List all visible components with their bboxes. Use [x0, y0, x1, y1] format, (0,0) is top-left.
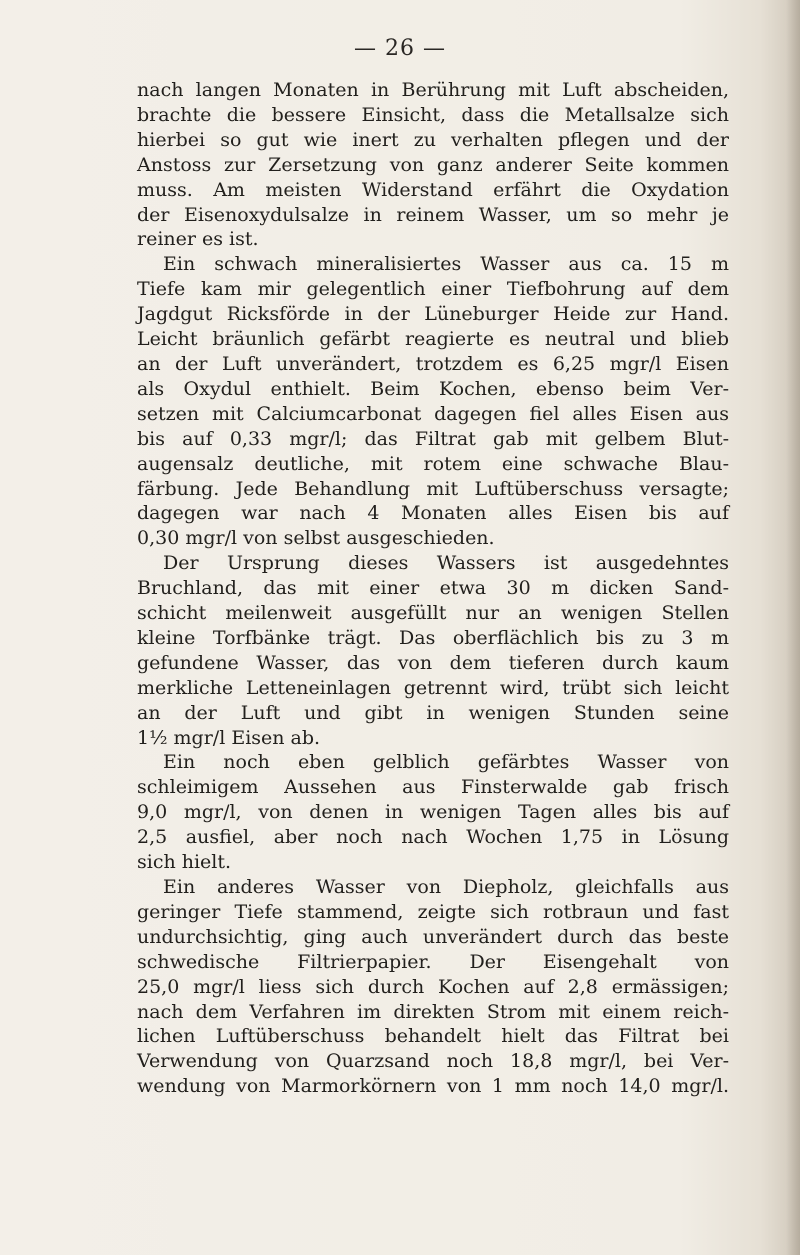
text-line: bis auf 0,33 mgr/l; das Filtrat gab mit gelbem Blut-: [137, 427, 729, 450]
text-line: Bruchland, das mit einer etwa 30 m dicken Sand-: [137, 577, 729, 600]
text-line: der Eisenoxydulsalze in reinem Wasser, um so mehr je: [137, 203, 729, 226]
text-line: muss. Am meisten Widerstand erfährt die Oxydation: [137, 178, 729, 201]
text-line: brachte die bessere Einsicht, dass die Metallsalze sich: [137, 103, 729, 126]
text-line: wendung von Marmorkörnern von 1 mm noch 14,0 mgr/l.: [137, 1075, 729, 1098]
body-text: [137, 78, 729, 1099]
text-line: Ein noch eben gelblich gefärbtes Wasser von: [163, 751, 729, 774]
text-line: geringer Tiefe stammend, zeigte sich rotbraun und fast: [137, 900, 729, 923]
text-line: färbung. Jede Behandlung mit Luftüberschuss versagte;: [137, 477, 729, 500]
text-line: setzen mit Calciumcarbonat dagegen fiel alles Eisen aus: [137, 402, 729, 425]
text-line: merkliche Letteneinlagen getrennt wird, trübt sich leicht: [137, 676, 729, 699]
page-edge-shadow: [786, 0, 800, 1255]
text-line: nach langen Monaten in Berührung mit Luft abscheiden,: [137, 79, 729, 101]
text-line: augensalz deutliche, mit rotem eine schwache Blau-: [137, 452, 729, 475]
text-line: 2,5 ausfiel, aber noch nach Wochen 1,75 in Lösung: [137, 826, 729, 849]
text-line: Tiefe kam mir gelegentlich einer Tiefbohrung auf dem: [137, 278, 729, 301]
text-line: nach dem Verfahren im direkten Strom mit einem reich-: [137, 1000, 729, 1023]
text-line: gefundene Wasser, das von dem tieferen durch kaum: [137, 651, 729, 674]
text-line: als Oxydul enthielt. Beim Kochen, ebenso beim Ver-: [137, 377, 729, 400]
text-line: Ein schwach mineralisiertes Wasser aus ca. 15 m: [163, 253, 729, 276]
text-line: kleine Torfbänke trägt. Das oberflächlich bis zu 3 m: [137, 626, 729, 649]
text-line: 25,0 mgr/l liess sich durch Kochen auf 2,8 ermässigen;: [137, 975, 729, 998]
text-line: 1½ mgr/l Eisen ab.: [137, 726, 321, 749]
text-line: reiner es ist.: [137, 228, 259, 251]
text-line: undurchsichtig, ging auch unverändert durch das beste: [137, 925, 729, 948]
text-line: Anstoss zur Zersetzung von ganz anderer Seite kommen: [137, 153, 729, 176]
page-number: — 26 —: [354, 36, 446, 61]
text-line: Der Ursprung dieses Wassers ist ausgedehntes: [163, 552, 729, 575]
text-line: an der Luft und gibt in wenigen Stunden seine: [137, 701, 729, 724]
text-line: lichen Luftüberschuss behandelt hielt das Filtrat bei: [137, 1025, 729, 1048]
text-line: sich hielt.: [137, 851, 232, 874]
text-line: 9,0 mgr/l, von denen in wenigen Tagen alles bis auf: [137, 801, 729, 824]
text-line: schicht meilenweit ausgefüllt nur an wenigen Stellen: [137, 602, 729, 625]
text-line: Leicht bräunlich gefärbt reagierte es neutral und blieb: [137, 328, 729, 351]
text-line: Verwendung von Quarzsand noch 18,8 mgr/l, bei Ver-: [137, 1050, 729, 1073]
text-line: dagegen war nach 4 Monaten alles Eisen bis auf: [137, 502, 729, 525]
text-line: 0,30 mgr/l von selbst ausgeschieden.: [137, 527, 495, 550]
text-line: an der Luft unverändert, trotzdem es 6,25 mgr/l Eisen: [137, 352, 729, 375]
text-line: schwedische Filtrierpapier. Der Eisengehalt von: [137, 950, 729, 973]
text-line: Jagdgut Ricksförde in der Lüneburger Heide zur Hand.: [137, 303, 729, 326]
text-line: hierbei so gut wie inert zu verhalten pflegen und der: [137, 128, 729, 151]
text-line: schleimigem Aussehen aus Finsterwalde gab frisch: [137, 776, 729, 799]
text-line: Ein anderes Wasser von Diepholz, gleichfalls aus: [163, 876, 729, 898]
